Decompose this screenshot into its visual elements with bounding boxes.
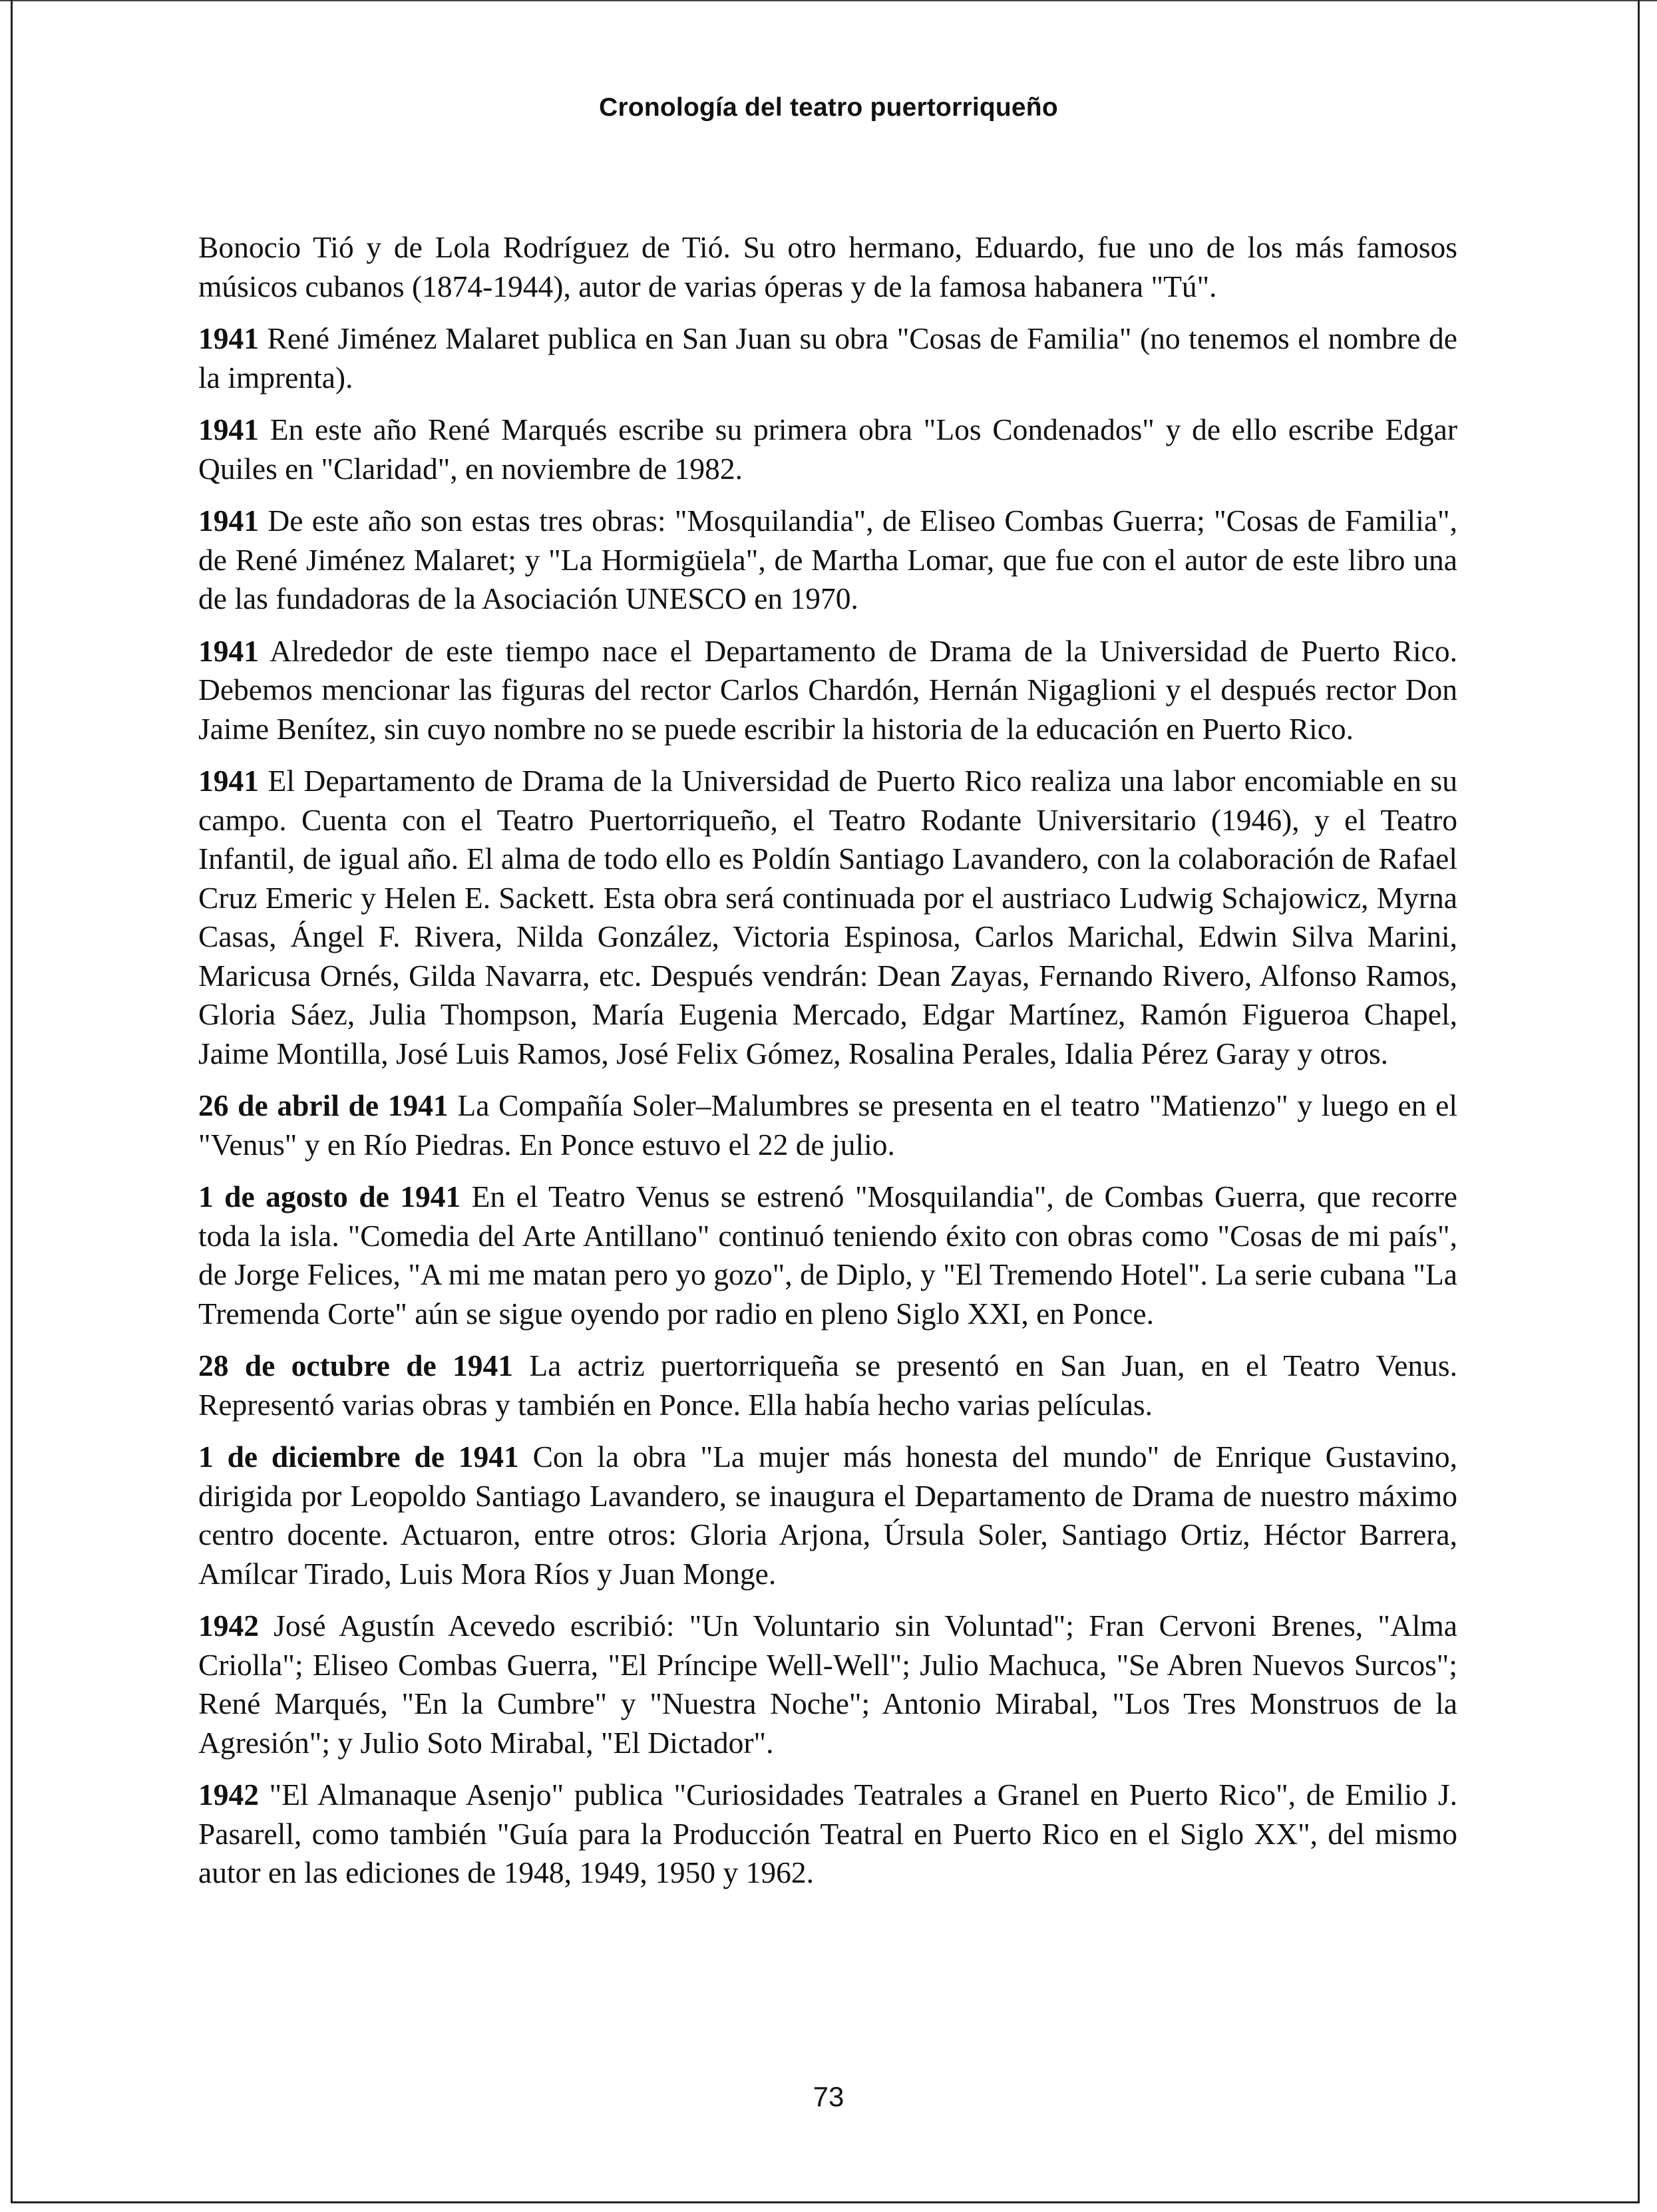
chronology-body <box>198 228 1457 1906</box>
entry-1-agosto-1941 <box>198 1178 1457 1333</box>
entry-date: 1 de diciembre de 1941 <box>198 1440 519 1474</box>
entry-1941-cosas-de-familia <box>198 319 1457 397</box>
entry-continuation <box>198 228 1457 306</box>
entry-date: 1941 <box>198 504 259 538</box>
entry-date: 28 de octubre de 1941 <box>198 1348 514 1382</box>
entry-text: La actriz puertorriqueña se presentó en San Juan, en el Teatro Venus. Representó varias obras y también en Ponce. Ella había hecho varias películas. <box>198 1348 1458 1422</box>
entry-28-octubre-1941 <box>198 1346 1457 1424</box>
entry-text: "El Almanaque Asenjo" publica "Curiosidades Teatrales a Granel en Puerto Rico", de Emilio J. Pasarell, como también "Guía para la Producción Teatral en Puerto Rico en el Siglo XX", del mismo autor en las ediciones de 1948, 1949, 1950 y 1962. <box>198 1778 1457 1889</box>
entry-date: 1942 <box>198 1778 259 1812</box>
entry-1941-departamento-drama <box>198 632 1457 749</box>
entry-text: En el Teatro Venus se estrenó "Mosquilandia", de Combas Guerra, que recorre toda la isla. "Comedia del Arte Antillano" continuó teniendo éxito con obras como "Cosas de mi país", de Jorge Felices, "A mi me matan pero yo gozo", de Diplo, y "El Tremendo Hotel". La serie cubana "La Tremenda Corte" aún se sigue oyendo por radio en pleno Siglo XXI, en Ponce. <box>198 1180 1458 1331</box>
running-title: Cronología del teatro puertorriqueño <box>599 93 1058 122</box>
entry-date: 1941 <box>198 412 259 446</box>
entry-date: 1941 <box>198 764 259 798</box>
entry-date: 1 de agosto de 1941 <box>198 1180 461 1213</box>
entry-text: José Agustín Acevedo escribió: "Un Voluntario sin Voluntad"; Fran Cervoni Brenes, "Alma Criolla"; Eliseo Combas Guerra, "El Príncipe Well-Well"; Julio Machuca, "Se Abren Nuevos Surcos"; René Marqués, "En la Cumbre" y "Nuestra Noche"; Antonio Mirabal, "Los Tres Monstruos de la Agresión"; y Julio Soto Mirabal, "El Dictador". <box>198 1609 1457 1760</box>
entry-text: Con la obra "La mujer más honesta del mundo" de Enrique Gustavino, dirigida por Leopoldo Santiago Lavandero, se inaugura el Departamento de Drama de nuestro máximo centro docente. Actuaron, entre otros: Gloria Arjona, Úrsula Soler, Santiago Ortiz, Héctor Barrera, Amílcar Tirado, Luis Mora Ríos y Juan Monge. <box>198 1440 1457 1591</box>
entry-text: Alrededor de este tiempo nace el Departamento de Drama de la Universidad de Puerto Rico. Debemos mencionar las figuras del rector Carlos Chardón, Hernán Nigaglioni y el después rector Don Jaime Benítez, sin cuyo nombre no se puede escribir la historia de la educación en Puerto Rico. <box>198 633 1457 746</box>
entry-1-diciembre-1941 <box>198 1438 1457 1593</box>
entry-1941-labor-encomiable <box>198 762 1457 1073</box>
entry-1942-obras <box>198 1607 1457 1762</box>
entry-date: 1942 <box>198 1609 259 1643</box>
entry-26-abril-1941 <box>198 1086 1457 1164</box>
page-number: 73 <box>813 2081 844 2112</box>
entry-1941-los-condenados <box>198 410 1457 488</box>
entry-text: La Compañía Soler–Malumbres se presenta en el teatro "Matienzo" y luego en el "Venus" y en Río Piedras. En Ponce estuvo el 22 de julio. <box>198 1088 1457 1162</box>
entry-text: Bonocio Tió y de Lola Rodríguez de Tió. Su otro hermano, Eduardo, fue uno de los más famosos músicos cubanos (1874-1944), autor de varias óperas y de la famosa habanera "Tú". <box>198 230 1457 303</box>
entry-text: René Jiménez Malaret publica en San Juan su obra "Cosas de Familia" (no tenemos el nombre de la imprenta). <box>198 321 1457 395</box>
entry-1942-almanaque-asenjo <box>198 1776 1457 1893</box>
entry-text: El Departamento de Drama de la Universidad de Puerto Rico realiza una labor encomiable en su campo. Cuenta con el Teatro Puertorriqueño, el Teatro Rodante Universitario (1946), y el Teatro Infantil, de igual año. El alma de todo ello es Poldín Santiago Lavandero, con la colaboración de Rafael Cruz Emeric y Helen E. Sackett. Esta obra será continuada por el austriaco Ludwig Schajowicz, Myrna Casas, Ángel F. Rivera, Nilda González, Victoria Espinosa, Carlos Marichal, Edwin Silva Marini, Maricusa Ornés, Gilda Navarra, etc. Después vendrán: Dean Zayas, Fernando Rivero, Alfonso Ramos, Gloria Sáez, Julia Thompson, María Eugenia Mercado, Edgar Martínez, Ramón Figueroa Chapel, Jaime Montilla, José Luis Ramos, José Felix Gómez, Rosalina Perales, Idalia Pérez Garay y otros. <box>198 764 1457 1070</box>
entry-1941-tres-obras <box>198 502 1457 619</box>
entry-date: 1941 <box>198 321 259 355</box>
entry-date: 1941 <box>198 633 259 668</box>
entry-text: En este año René Marqués escribe su primera obra "Los Condenados" y de ello escribe Edgar Quiles en "Claridad", en noviembre de 1982. <box>198 412 1457 486</box>
entry-text: De este año son estas tres obras: "Mosquilandia", de Eliseo Combas Guerra; "Cosas de Familia", de René Jiménez Malaret; y "La Hormigüela", de Martha Lomar, que fue con el autor de este libro una de las fundadoras de la Asociación UNESCO en 1970. <box>198 504 1457 615</box>
entry-date: 26 de abril de 1941 <box>198 1088 449 1122</box>
